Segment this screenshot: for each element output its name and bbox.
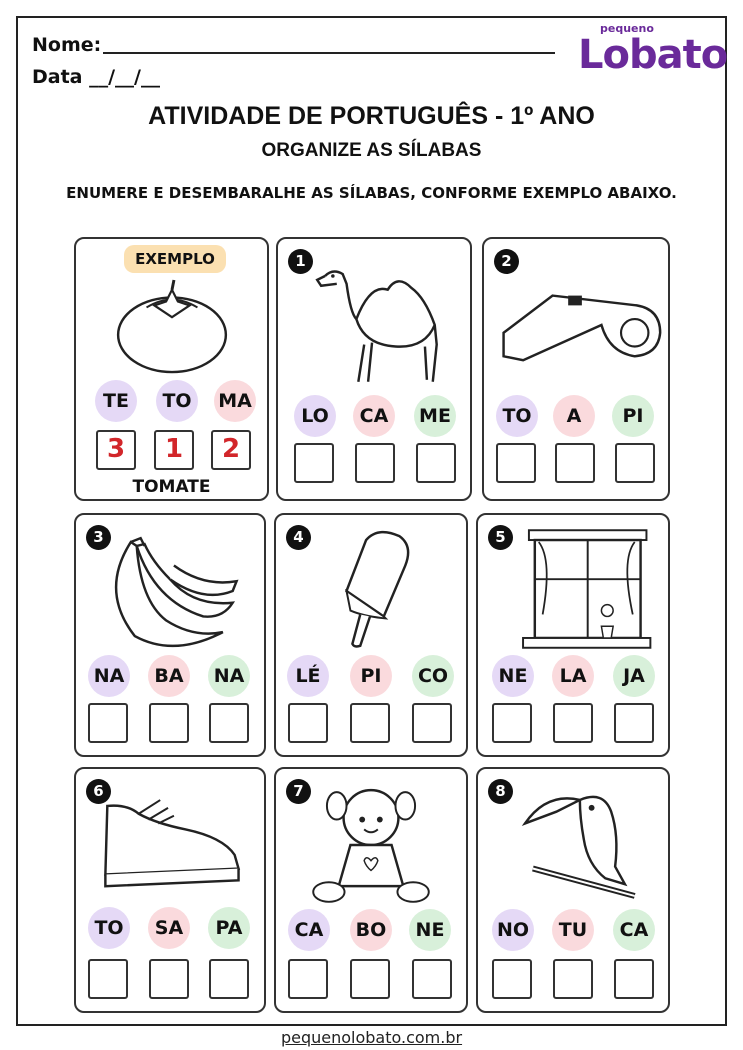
- answer-box[interactable]: [555, 443, 595, 483]
- name-label: Nome:: [32, 34, 102, 56]
- answer-box[interactable]: [149, 959, 189, 999]
- card-syllable: ME: [414, 395, 456, 437]
- example-syllable-3: MA: [214, 380, 256, 422]
- answer-box[interactable]: [209, 703, 249, 743]
- card-syllable: JA: [613, 655, 655, 697]
- card-syllable: TO: [496, 395, 538, 437]
- card-syllable: PI: [612, 395, 654, 437]
- answer-box[interactable]: [553, 959, 593, 999]
- answer-box[interactable]: [492, 959, 532, 999]
- card-number: 8: [488, 779, 513, 804]
- whistle-icon: [484, 253, 668, 393]
- answer-box[interactable]: [412, 703, 452, 743]
- card-number: 3: [86, 525, 111, 550]
- camel-icon: [278, 253, 470, 393]
- answer-box[interactable]: [355, 443, 395, 483]
- answer-box[interactable]: [88, 703, 128, 743]
- tomato-icon: [76, 277, 267, 377]
- answer-box[interactable]: [350, 959, 390, 999]
- answer-box[interactable]: [553, 703, 593, 743]
- answer-box[interactable]: [614, 959, 654, 999]
- card-syllable: BA: [148, 655, 190, 697]
- answer-box[interactable]: [294, 443, 334, 483]
- doll-icon: [276, 775, 466, 915]
- card-6: [74, 767, 266, 1013]
- example-syllable-1: TE: [95, 380, 137, 422]
- example-syllable-2: TO: [156, 380, 198, 422]
- bananas-icon: [76, 521, 264, 661]
- card-syllable: CA: [613, 909, 655, 951]
- logo-big-text: Lobato: [578, 32, 728, 78]
- date-label: Data __/__/__: [32, 66, 160, 88]
- answer-box[interactable]: [288, 959, 328, 999]
- card-2: [482, 237, 670, 501]
- card-number: 6: [86, 779, 111, 804]
- card-syllable: PA: [208, 907, 250, 949]
- answer-box[interactable]: [416, 443, 456, 483]
- answer-box[interactable]: [496, 443, 536, 483]
- card-syllable: NE: [492, 655, 534, 697]
- answer-box[interactable]: [350, 703, 390, 743]
- card-syllable: BO: [350, 909, 392, 951]
- popsicle-icon: [276, 521, 466, 661]
- example-number-box-1: 3: [96, 430, 136, 470]
- example-number-box-2: 1: [154, 430, 194, 470]
- card-syllable: NA: [88, 655, 130, 697]
- card-syllable: CA: [353, 395, 395, 437]
- page-title: ATIVIDADE DE PORTUGUÊS - 1º ANO: [148, 102, 595, 130]
- card-syllable: PI: [350, 655, 392, 697]
- card-syllable: TO: [88, 907, 130, 949]
- answer-box[interactable]: [149, 703, 189, 743]
- card-syllable: TU: [552, 909, 594, 951]
- card-syllable: CA: [288, 909, 330, 951]
- sneaker-icon: [76, 779, 264, 919]
- card-number: 5: [488, 525, 513, 550]
- answer-box[interactable]: [209, 959, 249, 999]
- card-4: [274, 513, 468, 757]
- card-syllable: NA: [208, 655, 250, 697]
- answer-box[interactable]: [614, 703, 654, 743]
- card-syllable: NE: [409, 909, 451, 951]
- toucan-icon: [478, 775, 668, 915]
- card-5: [476, 513, 670, 757]
- answer-box[interactable]: [615, 443, 655, 483]
- card-syllable: NO: [492, 909, 534, 951]
- card-syllable: SA: [148, 907, 190, 949]
- card-syllable: LO: [294, 395, 336, 437]
- footer-link[interactable]: pequenolobato.com.br: [280, 1028, 463, 1047]
- example-tag: EXEMPLO: [124, 245, 226, 273]
- card-number: 7: [286, 779, 311, 804]
- card-syllable: CO: [412, 655, 454, 697]
- card-3: [74, 513, 266, 757]
- example-card: [74, 237, 269, 501]
- card-syllable: LÉ: [287, 655, 329, 697]
- logo-small-text: pequeno: [600, 22, 654, 35]
- card-number: 2: [494, 249, 519, 274]
- card-number: 4: [286, 525, 311, 550]
- answer-box[interactable]: [412, 959, 452, 999]
- card-8: [476, 767, 670, 1013]
- card-syllable: LA: [552, 655, 594, 697]
- answer-box[interactable]: [288, 703, 328, 743]
- answer-box[interactable]: [88, 959, 128, 999]
- name-line: [103, 52, 555, 54]
- example-number-box-3: 2: [211, 430, 251, 470]
- card-syllable: A: [553, 395, 595, 437]
- answer-box[interactable]: [492, 703, 532, 743]
- instruction: ENUMERE E DESEMBARALHE AS SÍLABAS, CONFORME EXEMPLO ABAIXO.: [66, 184, 677, 202]
- window-icon: [478, 519, 668, 659]
- example-answer: TOMATE: [132, 477, 211, 497]
- card-7: [274, 767, 468, 1013]
- logo: [578, 22, 728, 80]
- card-number: 1: [288, 249, 313, 274]
- page-subtitle: ORGANIZE AS SÍLABAS: [261, 140, 482, 161]
- card-1: [276, 237, 472, 501]
